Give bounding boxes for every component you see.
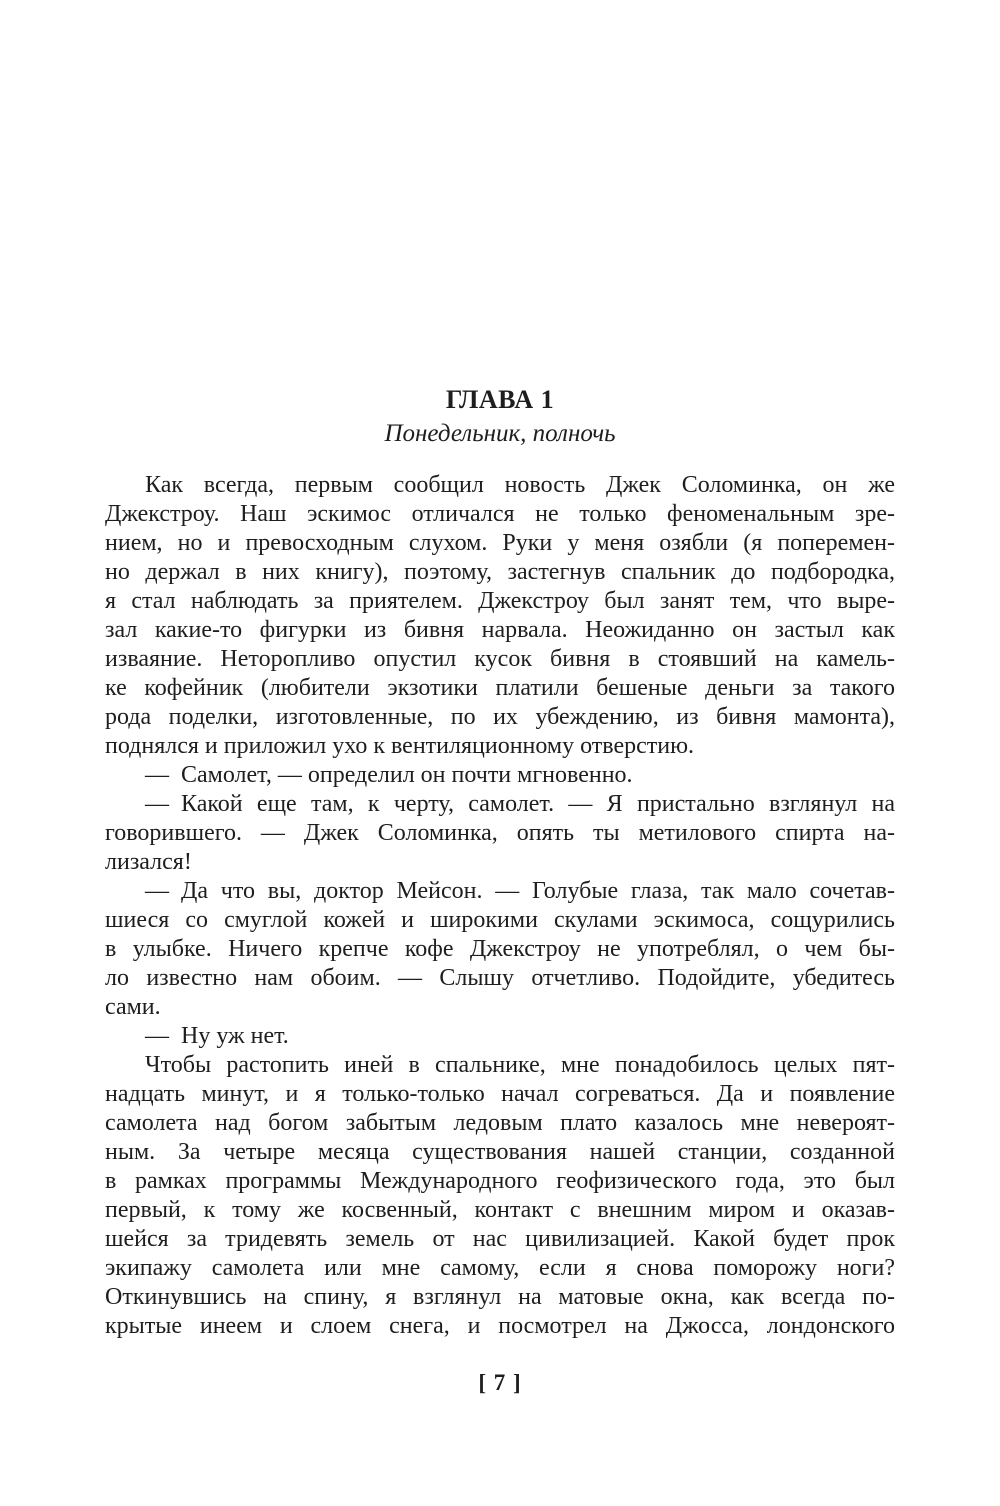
paragraph (105, 761, 895, 790)
text-line: в рамках программы Международного геофизического года, это был (105, 1168, 895, 1194)
text-line: — Какой еще там, к черту, самолет. — Я пристально взглянул на (145, 791, 895, 817)
text-line: ке кофейник (любители экзотики платили бешеные деньги за такого (105, 675, 895, 701)
chapter-heading: ГЛАВА 1 (445, 385, 555, 414)
paragraph (105, 790, 895, 877)
text-line: крытые инеем и слоем снега, и посмотрел на Джосса, лондонского (105, 1313, 895, 1339)
text-line: — Ну уж нет. (145, 1023, 289, 1049)
paragraph (105, 1022, 895, 1051)
text-line: — Самолет, — определил он почти мгновенно. (145, 762, 633, 788)
text-line: надцать минут, и я только-только начал согреваться. Да и появление (105, 1081, 895, 1107)
chapter-subtitle: Понедельник, полночь (384, 420, 616, 447)
text-line: Откинувшись на спину, я взглянул на матовые окна, как всегда по- (105, 1284, 895, 1310)
text-line: ло известно нам обоим. — Слышу отчетливо. Подойдите, убедитесь (105, 965, 895, 991)
text-line: Джекстроу. Наш эскимос отличался не только феноменальным зре- (105, 501, 895, 527)
text-line: поднялся и приложил ухо к вентиляционному отверстию. (105, 733, 695, 759)
paragraph (105, 471, 895, 761)
text-line: Чтобы растопить иней в спальнике, мне понадобилось целых пят- (145, 1052, 895, 1078)
paragraph (105, 877, 895, 1022)
paragraph (105, 1051, 895, 1341)
text-line: зал какие-то фигурки из бивня нарвала. Неожиданно он застыл как (105, 617, 895, 643)
text-line: Как всегда, первым сообщил новость Джек Соломинка, он же (145, 472, 895, 498)
text-line: — Да что вы, доктор Мейсон. — Голубые глаза, так мало сочетав- (145, 878, 895, 904)
text-line: нием, но и превосходным слухом. Руки у меня озябли (я поперемен- (105, 530, 895, 556)
body-text (105, 471, 895, 1341)
text-line: я стал наблюдать за приятелем. Джекстроу был занят тем, что выре- (105, 588, 895, 614)
text-line: лизался! (105, 849, 192, 875)
page-number: [ 7 ] (478, 1370, 522, 1395)
text-line: первый, к тому же косвенный, контакт с внешним миром и оказав- (105, 1197, 895, 1223)
text-line: шиеся со смуглой кожей и широкими скулами эскимоса, сощурились (105, 907, 895, 933)
text-line: но держал в них книгу), поэтому, застегнув спальник до подбородка, (105, 559, 895, 585)
text-line: шейся за тридевять земель от нас цивилизацией. Какой будет прок (105, 1226, 895, 1252)
text-line: в улыбке. Ничего крепче кофе Джекстроу не употреблял, о чем бы- (105, 936, 895, 962)
text-line: самолета над богом забытым ледовым плато казалось мне невероят- (105, 1110, 895, 1136)
text-line: изваяние. Неторопливо опустил кусок бивня в стоявший на камель- (105, 646, 895, 672)
text-line: сами. (105, 994, 161, 1020)
text-line: экипажу самолета или мне самому, если я снова поморожу ноги? (105, 1255, 895, 1281)
text-line: говорившего. — Джек Соломинка, опять ты метилового спирта на- (105, 820, 895, 846)
text-line: ным. За четыре месяца существования нашей станции, созданной (105, 1139, 895, 1165)
text-line: рода поделки, изготовленные, по их убеждению, из бивня мамонта), (105, 704, 895, 730)
